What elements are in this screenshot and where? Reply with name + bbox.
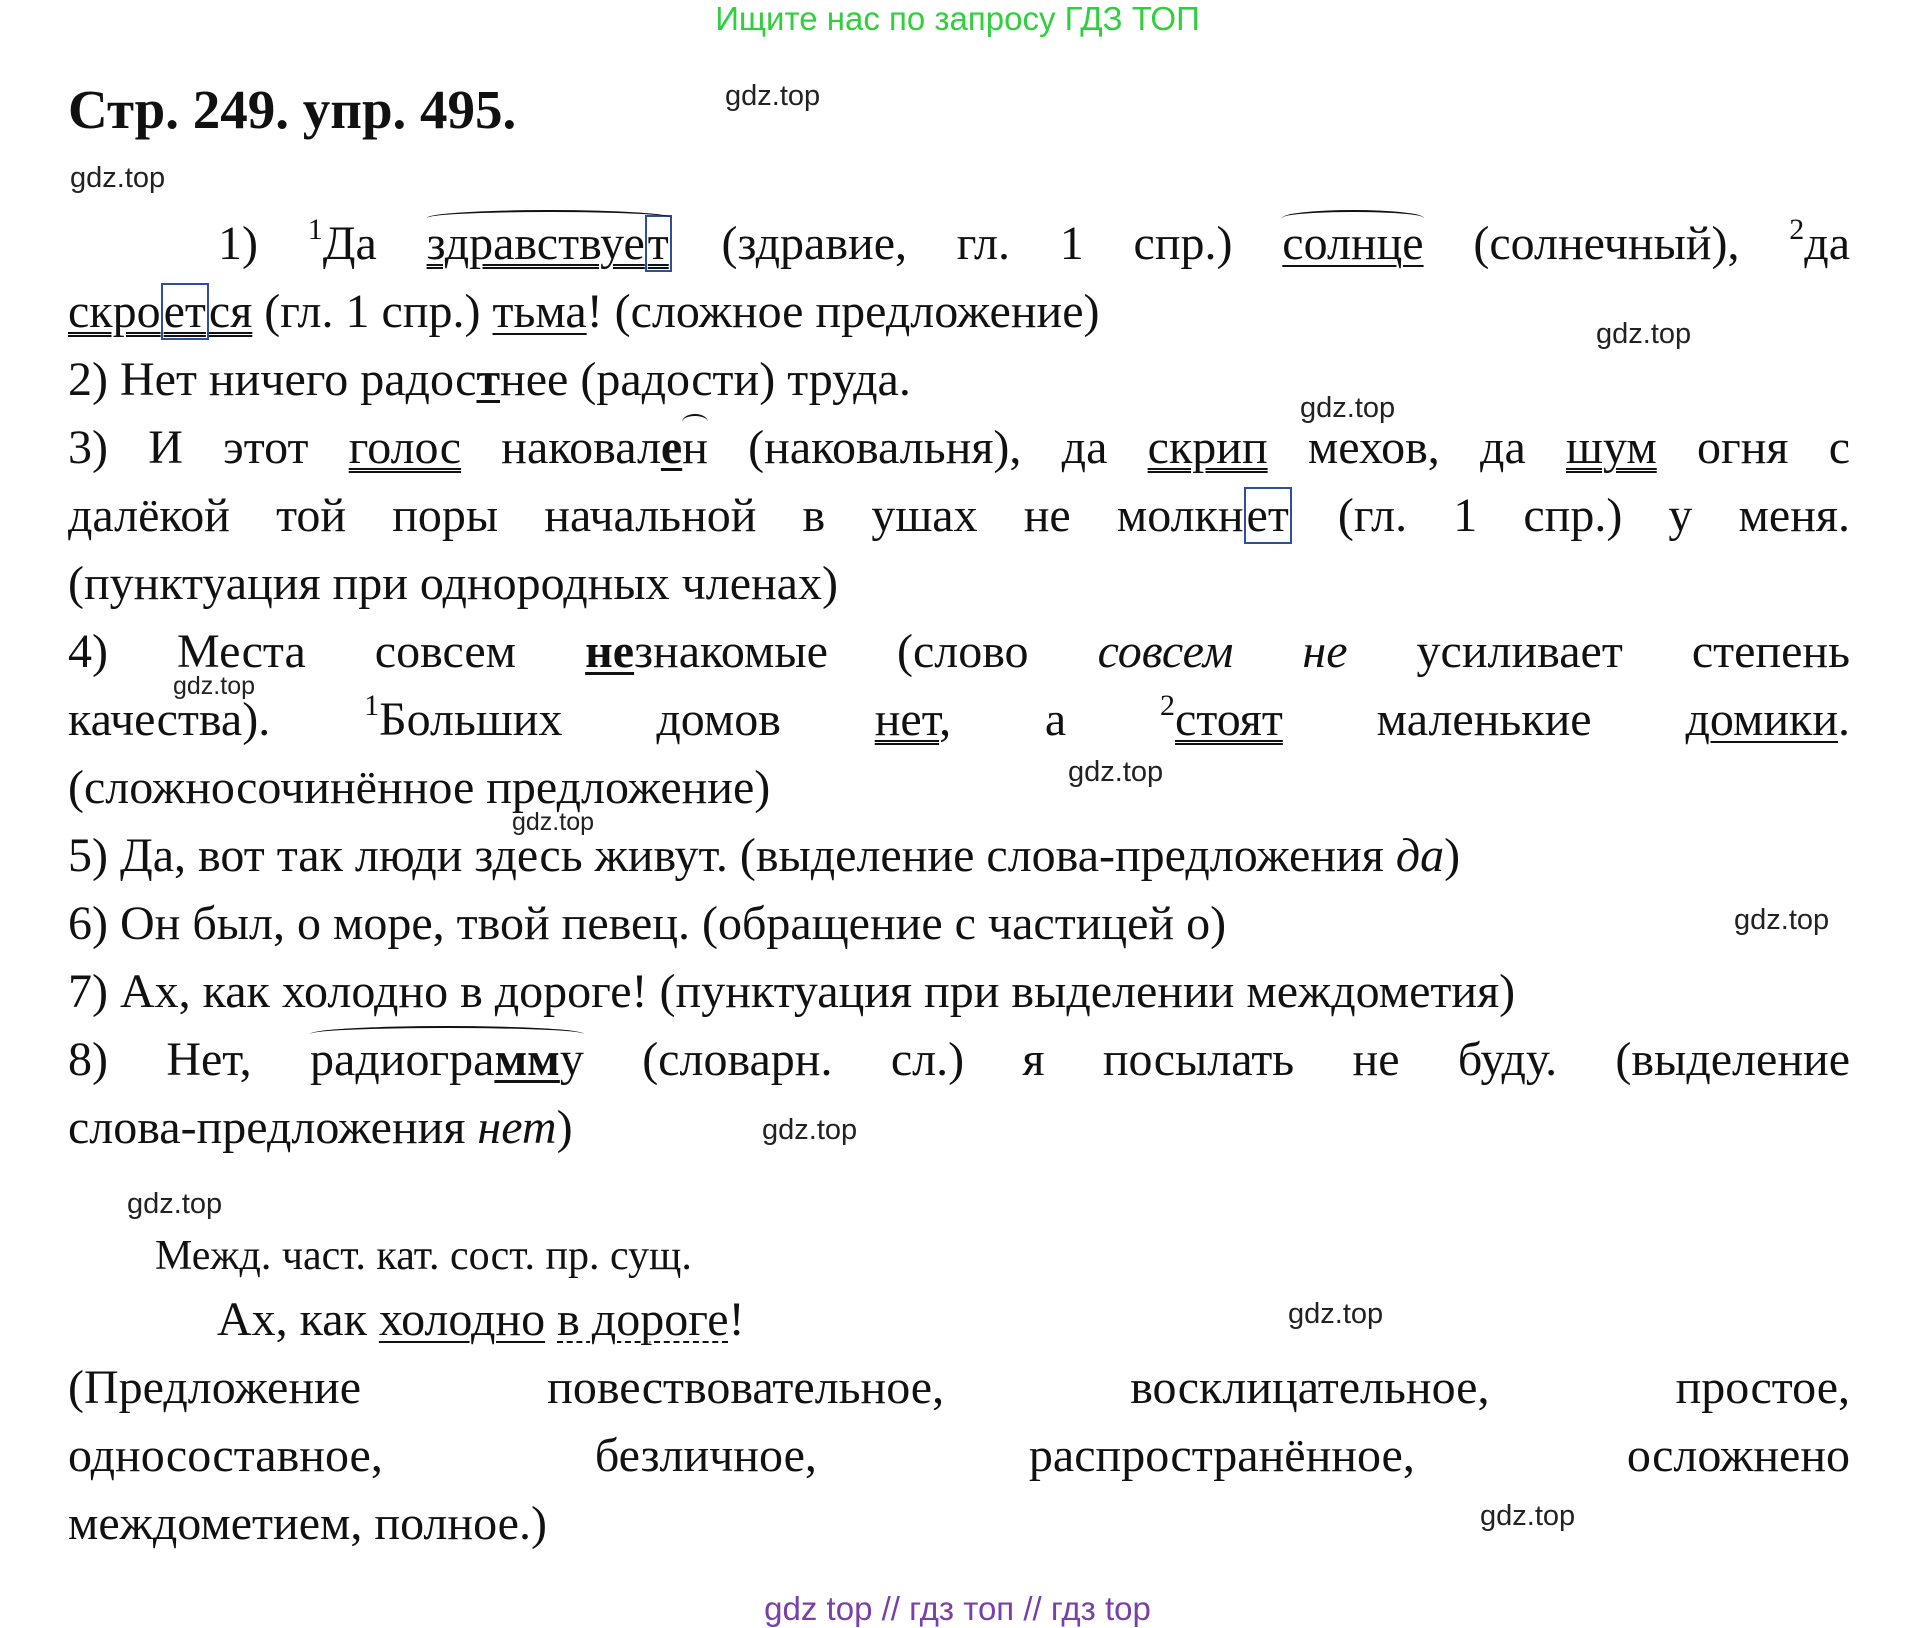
parse-desc-line-2: односоставное, безличное, распространённое, осложнено [68,1429,1850,1482]
letter-t: т [476,353,501,406]
watermark: gdz.top [1068,756,1164,788]
item-1-line-1: 1) $^1$Да здравствует (здравие, гл. 1 спр.) солнце (солнечный), $^2$да [68,210,1850,278]
item-8-line-1: 8) Нет, радиограмму (словарн. сл.) я посылать не буду. (выделение [68,1026,1850,1094]
watermark: gdz.top [725,80,821,112]
subject-word: тьма [492,285,587,338]
item-3-line-1: 3) И этот голос наковален (наковальня), да скрип мехов, да шум огня с [68,414,1850,482]
ending-box: ет [1244,487,1292,544]
item-5: 5) Да, вот так люди здесь живут. (выделение слова-предложения да) [68,829,1461,882]
item-6: 6) Он был, о море, твой певец. (обращение с частицей о) [68,897,1227,950]
watermark: gdz.top [70,162,166,194]
page-title: Стр. 249. упр. 495. [68,79,517,140]
watermark: gdz.top [512,808,595,836]
ending-box: ет [161,283,209,340]
watermark: gdz.top [1300,392,1396,424]
item-3-line-3: (пунктуация при однородных членах) [68,557,838,610]
watermark: gdz.top [1596,318,1692,350]
watermark: gdz.top [1288,1298,1384,1330]
top-banner: Ищите нас по запросу ГДЗ ТОП [715,0,1200,37]
item-4-line-1: 4) Места совсем незнакомые (слово совсем не усиливает степень [68,625,1850,678]
watermark: gdz.top [173,672,256,700]
parse-labels: Межд. част. кат. сост. пр. сущ. [155,1233,692,1279]
item-4-line-3: (сложносочинённое предложение) [68,761,771,814]
item-4-line-2: качества). $^1$Больших домов нет, а $^2$стоят маленькие домики. [68,689,1851,746]
bottom-banner: gdz top // гдз топ // гдз top [764,1590,1151,1627]
predicate-word: солнце [1282,210,1423,278]
watermark: gdz.top [1734,904,1830,936]
watermark: gdz.top [127,1188,223,1220]
item-1-line-2: скроется (гл. 1 спр.) тьма! (сложное предложение) [68,285,1100,338]
parse-desc-line-1: (Предложение повествовательное, восклицательное, простое, [68,1361,1850,1414]
watermark: gdz.top [762,1114,858,1146]
subject-word: здравствует [427,210,672,278]
watermark: gdz.top [1480,1500,1576,1532]
item-2: 2) Нет ничего радостнее (радости) труда. [68,353,911,406]
parse-desc-line-3: междометием, полное.) [68,1497,547,1550]
item-8-line-2: слова-предложения нет) [68,1101,573,1154]
item-3-line-2: далёкой той поры начальной в ушах не молкнет (гл. 1 спр.) у меня. [68,489,1850,542]
item-7: 7) Ах, как холодно в дороге! (пунктуация при выделении междометия) [68,965,1516,1018]
ending-box: т [645,215,672,272]
parse-sentence: Ах, как холодно в дороге! [217,1293,745,1346]
